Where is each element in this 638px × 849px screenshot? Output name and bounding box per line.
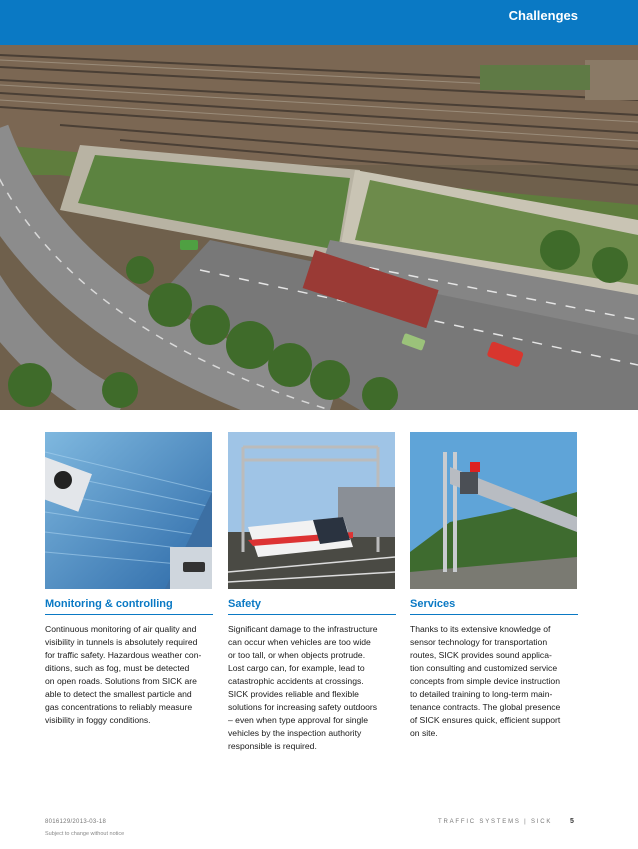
text-line: visibility in foggy conditions. (45, 715, 151, 725)
text-line: concepts from simple device instruction (410, 676, 560, 686)
footer-brand: TRAFFIC SYSTEMS | SICK (438, 819, 553, 825)
document-id: 8016129/2013-03-18 (45, 819, 107, 825)
change-notice: Subject to change without notice (45, 831, 125, 837)
text-line: for traffic safety. Hazardous weather con- (45, 650, 202, 660)
column-heading: Monitoring & controlling (45, 598, 213, 615)
text-line: – even when type approval for single (228, 715, 368, 725)
text-line: gas concentrations to reliably measure (45, 702, 193, 712)
text-line: on site. (410, 728, 438, 738)
text-line: ditions, such as fog, must be detected (45, 663, 190, 673)
text-line: on open roads. Solutions from SICK are (45, 676, 197, 686)
column-monitoring (45, 598, 213, 727)
text-line: of SICK ensures quick, efficient support (410, 715, 561, 725)
column-services (410, 598, 578, 740)
text-line: can occur when vehicles are too wide (228, 637, 371, 647)
road-gantry-photo (410, 432, 577, 589)
header-bar (0, 0, 638, 45)
text-line: responsible is required. (228, 741, 317, 751)
text-line: or too tall, or when objects protrude. (228, 650, 366, 660)
text-line: to detailed training to long-term main- (410, 689, 553, 699)
column-heading: Safety (228, 598, 396, 615)
hero-image (0, 45, 638, 410)
text-line: visibility in tunnels is absolutely required (45, 637, 198, 647)
text-line: routes, SICK provides sound applica- (410, 650, 552, 660)
text-line: tenance contracts. The global presence (410, 702, 561, 712)
page-number: 5 (570, 818, 574, 825)
text-line: Continuous monitoring of air quality and (45, 624, 197, 634)
tunnel-sensor-photo (45, 432, 212, 589)
text-line: Significant damage to the infrastructure (228, 624, 378, 634)
text-line: tion consulting and customized service (410, 663, 558, 673)
text-line: vehicles by the inspection authority (228, 728, 362, 738)
train-gantry-photo (228, 432, 395, 589)
text-line: sensor technology for transportation (410, 637, 548, 647)
section-title: Challenges (508, 8, 578, 23)
text-line: Lost cargo can, for example, lead to (228, 663, 365, 673)
text-line: solutions for increasing safety outdoors (228, 702, 378, 712)
column-safety (228, 598, 396, 753)
column-text (45, 623, 213, 727)
text-line: able to detect the smallest particle and (45, 689, 192, 699)
column-heading: Services (410, 598, 578, 615)
column-text (228, 623, 396, 753)
text-line: catastrophic accidents at crossings. (228, 676, 364, 686)
text-line: Thanks to its extensive knowledge of (410, 624, 551, 634)
column-text (410, 623, 578, 740)
text-line: SICK provides reliable and flexible (228, 689, 359, 699)
